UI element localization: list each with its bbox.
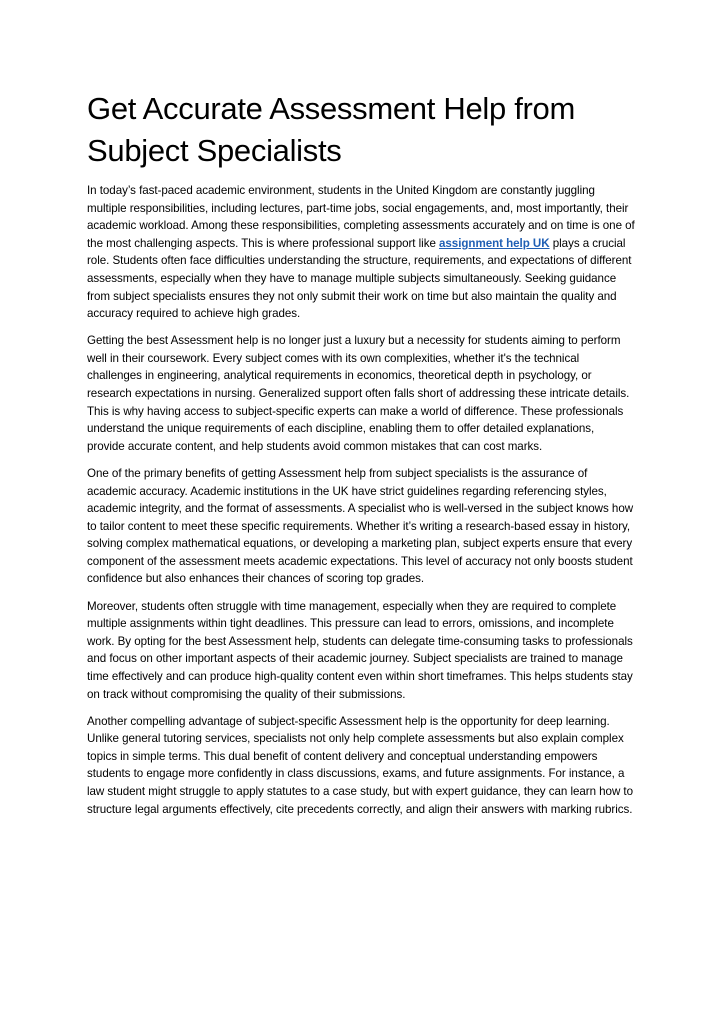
document-page <box>87 88 635 828</box>
assignment-help-uk-link[interactable]: assignment help UK <box>439 236 550 250</box>
paragraph-intro-text-before: In today’s fast-paced academic environment, students in the United Kingdom are constantly juggling multiple responsibilities, including lectures, part-time jobs, social engagements, and, most importantly, their academic workload. Among these responsibilities, completing assessments accurately and on time is one of the most challenging aspects. This is where professional support like <box>87 184 635 250</box>
paragraph-intro-text-after: plays a crucial role. Students often face difficulties understanding the structure, requirements, and expectations of different assessments, especially when they have to manage multiple subjects simultaneously. Seeking guidance from subject specialists ensures they not only submit their work on time but also maintain the quality and accuracy required to achieve high grades. <box>87 236 632 321</box>
paragraph-intro <box>87 182 635 323</box>
paragraph-best-help: Getting the best Assessment help is no longer just a luxury but a necessity for students aiming to perform well in their coursework. Every subject comes with its own complexities, whether it's the technical challenges in engineering, analytical requirements in economics, theoretical depth in psychology, or research expectations in nursing. Generalized support often falls short of addressing these intricate details. This is why having access to subject-specific experts can make a world of difference. These professionals understand the unique requirements of each discipline, enabling them to offer detailed explanations, provide accurate content, and help students avoid common mistakes that can cost marks. <box>87 334 630 453</box>
page-title: Get Accurate Assessment Help from Subject Specialists <box>87 91 576 168</box>
paragraph-time-management: Moreover, students often struggle with time management, especially when they are required to complete multiple assignments within tight deadlines. This pressure can lead to errors, omissions, and incomplete work. By opting for the best Assessment help, students can delegate time-consuming tasks to professionals and focus on other important aspects of their academic journey. Subject specialists are trained to manage time effectively and can produce high-quality content even within short timeframes. This helps students stay on track without compromising the quality of their submissions. <box>87 599 633 701</box>
paragraph-deep-learning: Another compelling advantage of subject-specific Assessment help is the opportunity for deep learning. Unlike general tutoring services, specialists not only help complete assessments but also explain complex topics in simple terms. This dual benefit of content delivery and conceptual understanding empowers students to engage more confidently in class discussions, exams, and future assignments. For instance, a law student might struggle to apply statutes to a case study, but with expert guidance, they can learn how to structure legal arguments effectively, cite precedents correctly, and align their answers with marking rubrics. <box>87 714 634 816</box>
paragraph-accuracy: One of the primary benefits of getting Assessment help from subject specialists is the assurance of academic accuracy. Academic institutions in the UK have strict guidelines regarding referencing styles, academic integrity, and the format of assessments. A specialist who is well-versed in the subject knows how to tailor content to meet these specific requirements. Whether it’s writing a research-based essay in history, solving complex mathematical equations, or developing a marketing plan, subject experts ensure that every component of the assessment meets academic expectations. This level of accuracy not only boosts student confidence but also enhances their chances of scoring top grades. <box>87 466 634 586</box>
